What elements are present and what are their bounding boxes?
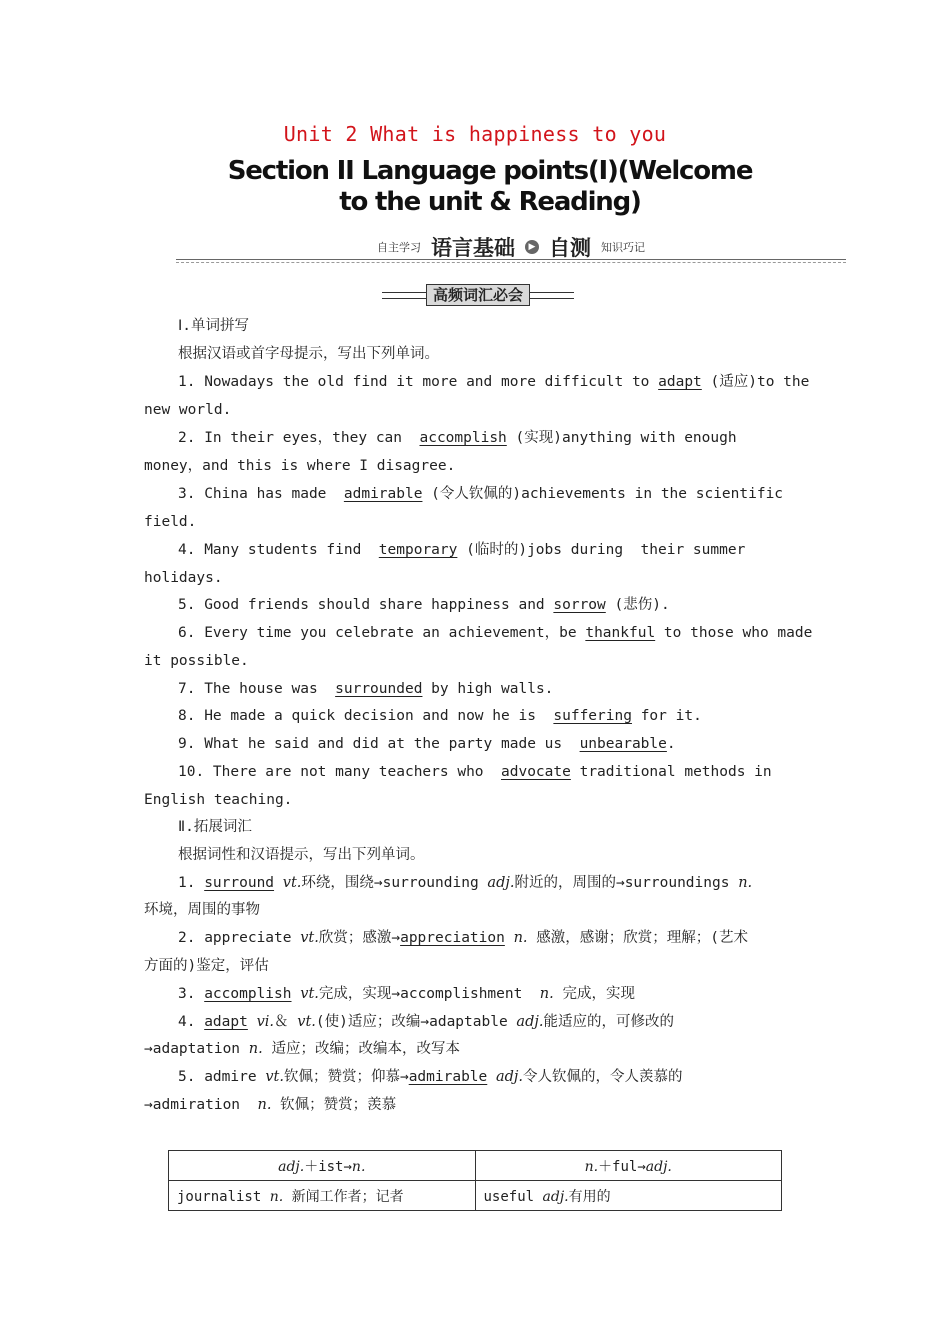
band-left-label: 自主学习 [377,241,421,254]
question-1-cont: new world. [144,402,232,418]
expand-5: 5. admire vt.钦佩；赞赏；仰慕→admirable adj.令人钦佩的，令人羡慕的 [178,1069,683,1085]
unit-title: Unit 2 What is happiness to you [283,122,667,146]
answer: admirable [343,486,423,502]
arrow-circle-icon: ▶ [525,240,539,254]
tag-rule-left [382,292,426,299]
table-row [169,1181,782,1211]
divider [176,259,846,260]
vocab-tag [382,284,574,306]
band-main-label-2: 自测 [549,236,591,260]
answer: accomplish [419,430,507,446]
expand-5-cont: →admiration n. 钦佩；赞赏；羡慕 [144,1097,397,1113]
answer: adapt [204,1014,248,1030]
question-4-cont: holidays. [144,570,223,586]
table-header-row [169,1151,782,1181]
answer: advocate [501,764,571,780]
expand-3: 3. accomplish vt.完成，实现→accomplishment n. 完成，实现 [178,986,635,1002]
question-2-cont: money，and this is where I disagree. [144,458,456,474]
table-header-cell: adj.＋ist→n. [169,1151,476,1181]
expand-1: 1. surround vt.环绕，围绕→surrounding adj.附近的，周围的→surroundings n. [178,875,753,891]
divider-dashed [176,262,846,263]
affix-table [168,1150,782,1211]
answer: appreciation [400,930,505,946]
band-right-label: 知识巧记 [601,241,645,254]
question-10: 10. There are not many teachers who advocate traditional methods in [178,764,772,780]
question-5: 5. Good friends should share happiness and sorrow (悲伤). [178,597,670,613]
question-3-cont: field. [144,514,197,530]
question-10-cont: English teaching. [144,792,293,808]
answer: sorrow [553,597,606,613]
part1-instruction: 根据汉语或首字母提示，写出下列单词。 [178,346,439,362]
section-band [176,232,846,262]
table-cell: journalist n. 新闻工作者；记者 [169,1181,476,1211]
answer: surround [204,875,275,891]
answer: accomplish [204,986,292,1002]
expand-1-cont: 环境，周围的事物 [144,902,260,918]
question-6-cont: it possible. [144,653,249,669]
part2-instruction: 根据词性和汉语提示，写出下列单词。 [178,847,425,863]
section-title-line2: to the unit & Reading) [339,187,641,217]
answer: suffering [553,708,632,724]
table-cell: useful adj.有用的 [475,1181,782,1211]
part2-heading: Ⅱ.拓展词汇 [178,819,252,835]
part1-heading: Ⅰ.单词拼写 [178,318,250,334]
answer: admirable [408,1069,488,1085]
expand-2: 2. appreciate vt.欣赏；感激→appreciation n. 感激，感谢；欣赏；理解；(艺术 [178,930,749,946]
question-4: 4. Many students find temporary (临时的)jobs during their summer [178,542,746,558]
band-main-label: 语言基础 [431,236,515,260]
answer: thankful [585,625,656,641]
tag-label: 高频词汇必会 [426,284,530,306]
question-6: 6. Every time you celebrate an achievement，be thankful to those who made [178,625,813,641]
answer: temporary [378,542,458,558]
question-3: 3. China has made admirable (令人钦佩的)achievements in the scientific [178,486,784,502]
answer: unbearable [579,736,667,752]
question-1: 1. Nowadays the old find it more and more difficult to adapt (适应)to the [178,374,810,390]
answer: surrounded [335,681,423,697]
question-7: 7. The house was surrounded by high walls. [178,681,554,697]
tag-rule-right [530,292,574,299]
expand-4: 4. adapt vi.＆ vt.(使)适应；改编→adaptable adj.能适应的，可修改的 [178,1014,674,1030]
table-header-cell: n.＋ful→adj. [475,1151,782,1181]
question-9: 9. What he said and did at the party made us unbearable. [178,736,676,752]
expand-2-cont: 方面的)鉴定，评估 [144,958,269,974]
answer: adapt [658,374,702,390]
expand-4-cont: →adaptation n. 适应；改编；改编本，改写本 [144,1041,460,1057]
question-8: 8. He made a quick decision and now he is suffering for it. [178,708,702,724]
section-title-line1: Section II Language points(I)(Welcome [227,156,753,186]
question-2: 2. In their eyes，they can accomplish (实现)anything with enough [178,430,737,446]
